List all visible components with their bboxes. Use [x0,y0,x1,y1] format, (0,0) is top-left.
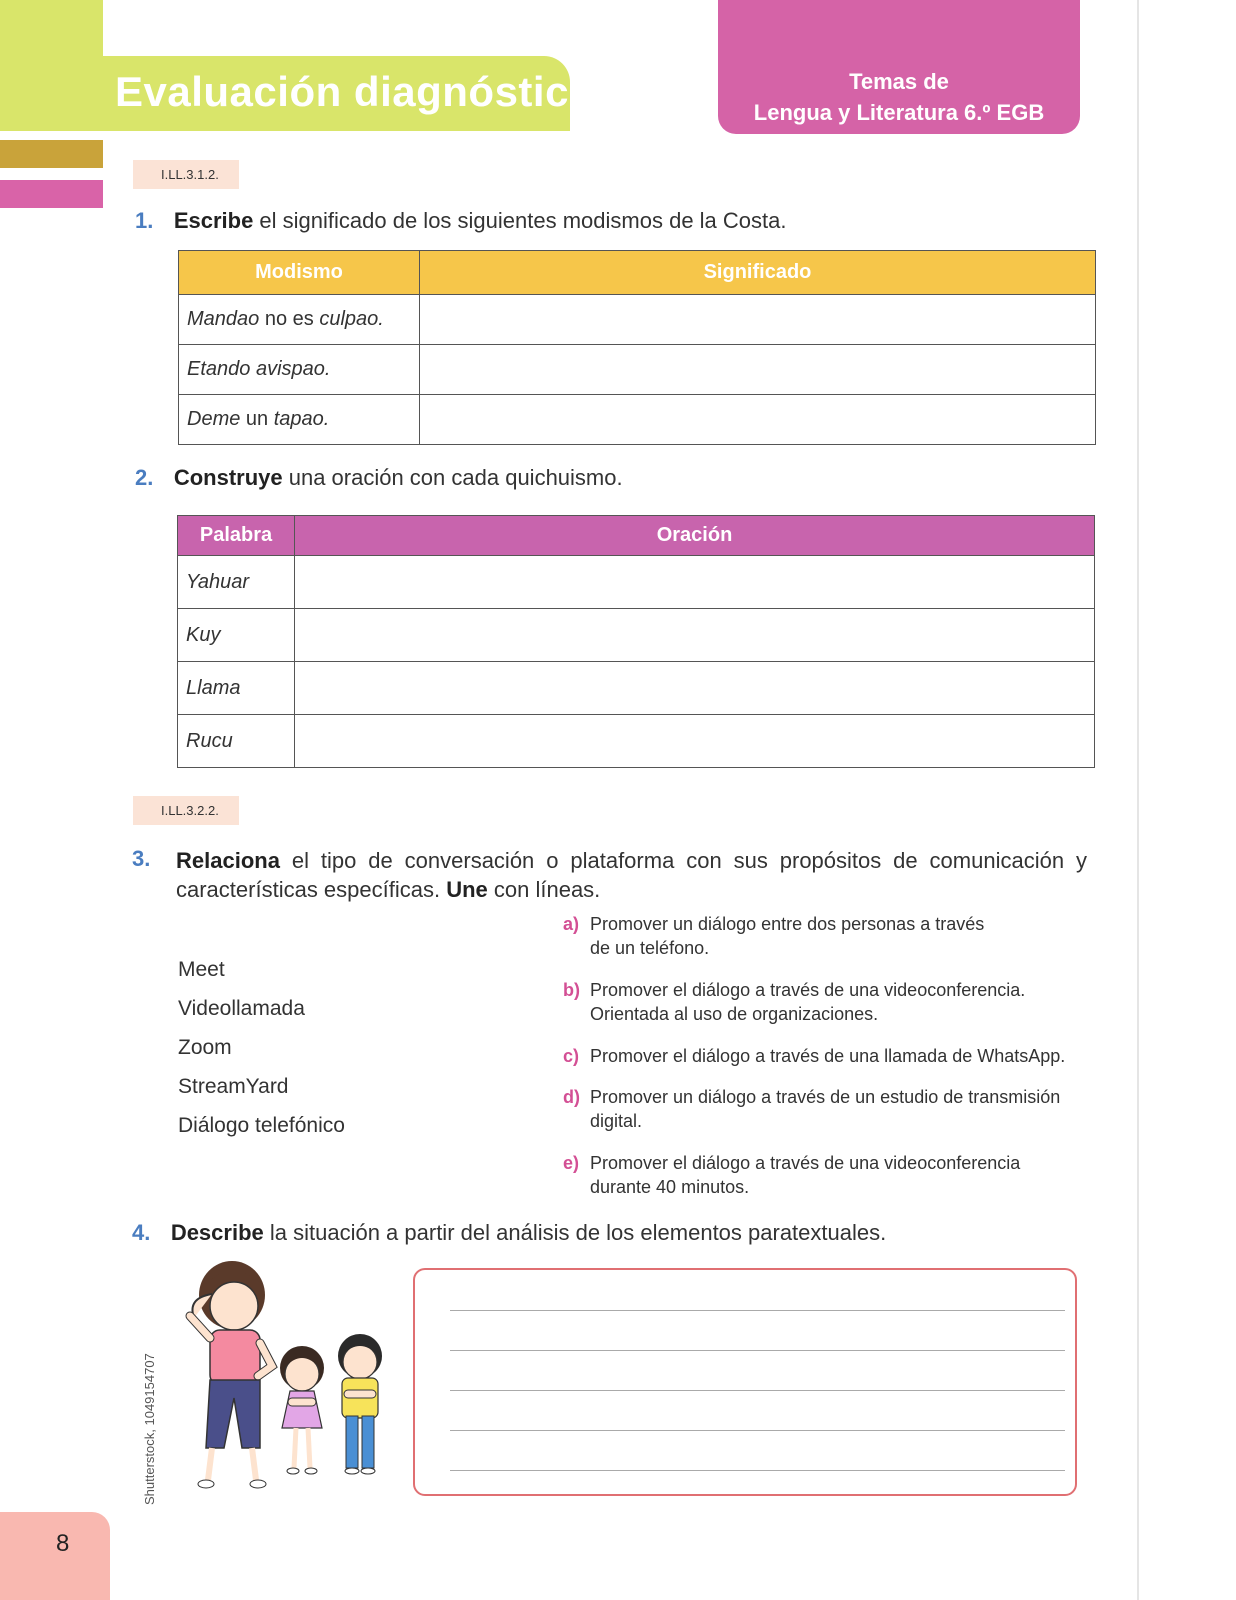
decor-strip-pink [0,180,103,208]
question-verb: Escribe [173,208,254,233]
question-verb: Construye [173,465,283,490]
topic-line-2: Lengua y Literatura 6.º EGB [753,100,1045,125]
answer-line [450,1390,1065,1391]
table-header: Modismo [179,251,420,295]
list-item[interactable]: StreamYard [178,1075,289,1098]
table-header: Significado [420,251,1096,295]
list-item[interactable]: Zoom [178,1036,232,1059]
question-1 [135,208,786,234]
answer-cell[interactable] [295,662,1095,715]
answer-cell[interactable] [295,609,1095,662]
question-4 [132,1220,886,1246]
question-verb-2: Une [446,877,488,902]
topic-line-1: Temas de [849,69,949,94]
family-illustration [172,1258,402,1508]
table-row [178,662,1095,715]
answer-line [450,1470,1065,1471]
modismo-cell: Deme un tapao. [179,395,420,445]
modismo-cell: Etando avispao. [179,345,420,395]
answer-line [450,1430,1065,1431]
platform-list [178,950,345,1145]
image-credit: Shutterstock, 1049154707 [142,1353,157,1505]
table-row [179,345,1096,395]
palabra-cell: Kuy [178,609,295,662]
answer-cell[interactable] [295,715,1095,768]
answer-line [450,1350,1065,1351]
palabra-cell: Llama [178,662,295,715]
girl-figure [280,1346,324,1474]
palabra-cell: Rucu [178,715,295,768]
list-item[interactable]: Meet [178,958,225,981]
question-verb: Describe [170,1220,264,1245]
answer-cell[interactable] [420,295,1096,345]
mother-figure [190,1261,272,1488]
question-3 [132,846,1087,904]
answer-line [450,1310,1065,1311]
list-item[interactable]: Diálogo telefónico [178,1114,345,1137]
modismo-cell: Mandao no es culpao. [179,295,420,345]
topic-box [718,0,1080,134]
indicator-code-2: I.LL.3.2.2. [133,796,239,825]
page-edge [1137,0,1139,1600]
table-header: Oración [295,516,1095,556]
question-number: 2. [135,465,154,490]
indicator-code-1: I.LL.3.1.2. [133,160,239,189]
question-number: 3. [132,846,151,871]
question-text: la situación a partir del análisis de los elementos paratextuales. [263,1220,887,1245]
quichuismos-table [177,515,1095,768]
question-2 [135,465,623,491]
question-text: el significado de los siguientes modismos de la Costa. [253,208,787,233]
answer-cell[interactable] [295,556,1095,609]
table-row [178,556,1095,609]
table-row [178,715,1095,768]
answer-box[interactable] [413,1268,1077,1496]
answer-cell[interactable] [420,395,1096,445]
table-row [179,395,1096,445]
modismos-table [178,250,1096,445]
answer-cell[interactable] [420,345,1096,395]
question-verb: Relaciona [176,848,280,873]
page-number: 8 [56,1530,70,1557]
page-number-tab [0,1512,110,1600]
page-title: Evaluación diagnóstica [115,68,593,115]
list-item[interactable]: Videollamada [178,997,305,1020]
table-header: Palabra [178,516,295,556]
question-text: una oración con cada quichuismo. [282,465,623,490]
decor-strip-gold [0,140,103,168]
table-row [179,295,1096,345]
question-number: 1. [135,208,154,233]
table-row [178,609,1095,662]
question-text-2: con líneas. [487,877,601,902]
question-number: 4. [132,1220,151,1245]
palabra-cell: Yahuar [178,556,295,609]
question-text: el tipo de conversación o plataforma con sus propósitos de comunicación y características específicas. [176,848,1087,902]
boy-figure [338,1334,382,1474]
